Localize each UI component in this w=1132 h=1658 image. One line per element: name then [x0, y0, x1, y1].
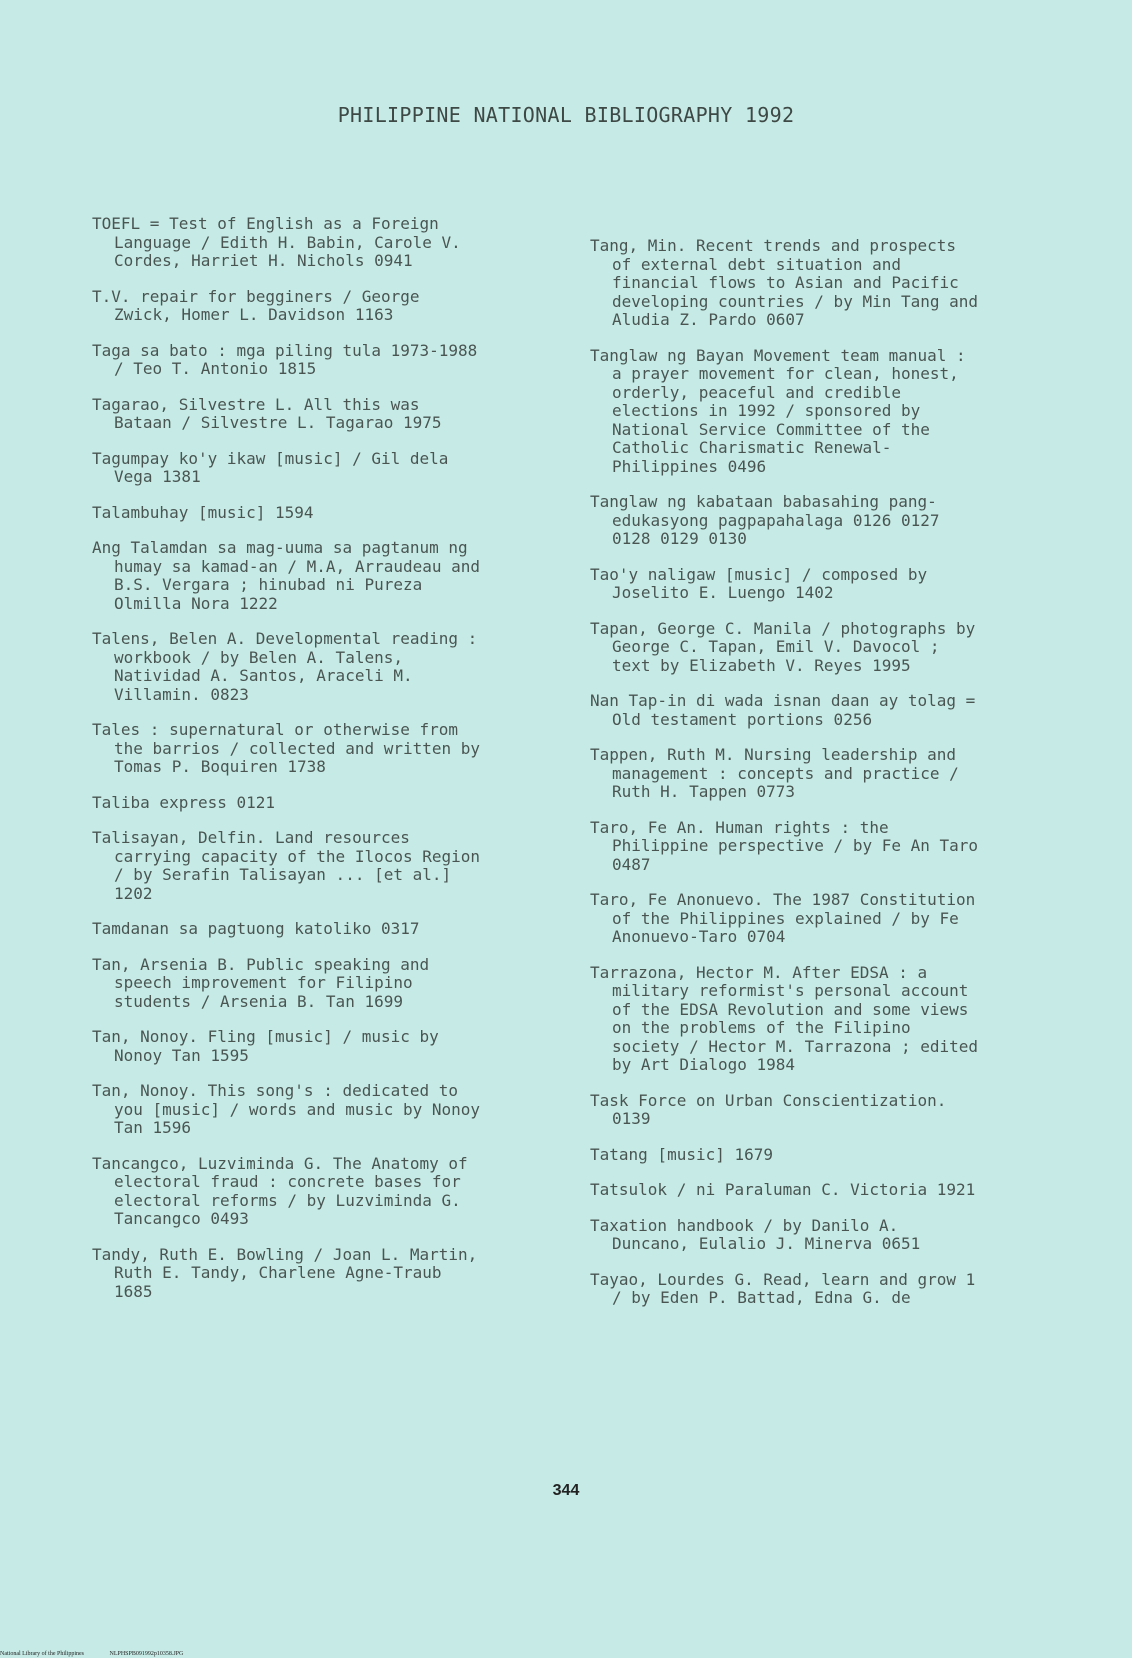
bibliography-entry: Tamdanan sa pagtuong katoliko 0317 [92, 919, 420, 938]
bibliography-entry: Tales : supernatural or otherwise from the barrios / collected and written by Tomas P. Boquiren 1738 [92, 720, 481, 776]
bibliography-entry: Tan, Arsenia B. Public speaking and speech improvement for Filipino students / Arsenia B. Tan 1699 [92, 954, 430, 1011]
bibliography-entry: Tandy, Ruth E. Bowling / Joan L. Martin, Ruth E. Tandy, Charlene Agne-Traub 1685 [92, 1244, 478, 1301]
bibliography-entry: Taro, Fe An. Human rights : the Philippine perspective / by Fe An Taro 0487 [590, 817, 979, 874]
bibliography-entry: Tang, Min. Recent trends and prospects of external debt situation and financial flows to Asian and Pacific developing countries / by Min Tang and Aludia Z. Pardo 0607 [590, 236, 979, 329]
page-title: PHILIPPINE NATIONAL BIBLIOGRAPHY 1992 [337, 103, 795, 127]
bibliography-entry: Tan, Nonoy. This song's : dedicated to you [music] / words and music by Nonoy Tan 1596 [92, 1081, 481, 1137]
bibliography-entry: Talisayan, Delfin. Land resources carrying capacity of the Ilocos Region / by Serafin Talisayan ... [et al.] 1202 [92, 828, 481, 903]
bibliography-entry: Nan Tap-in di wada isnan daan ay tolag = Old testament portions 0256 [590, 691, 976, 729]
bibliography-entry: Taxation handbook / by Danilo A. Duncano, Eulalio J. Minerva 0651 [590, 1215, 921, 1253]
bibliography-entry: Tanglaw ng Bayan Movement team manual : a prayer movement for clean, honest, orderly, peaceful and credible elections in 1992 / sponsored by National Service Committee of the Catholic Charismatic Renewal- Philippines 0496 [590, 345, 966, 476]
page-number: 344 [552, 1482, 580, 1499]
bibliography-entry: Tanglaw ng kabataan babasahing pang- edukasyong pagpapahalaga 0126 0127 0128 0129 0130 [590, 492, 940, 548]
bibliography-entry: Tayao, Lourdes G. Read, learn and grow 1 / by Eden P. Battad, Edna G. de [590, 1269, 976, 1307]
bibliography-entry: Talens, Belen A. Developmental reading : workbook / by Belen A. Talens, Natividad A. Santos, Araceli M. Villamin. 0823 [92, 629, 478, 704]
footer-file: NLPHSPB091992p10358.JPG [109, 1651, 184, 1657]
bibliography-entry: Tan, Nonoy. Fling [music] / music by Nonoy Tan 1595 [92, 1027, 439, 1065]
left-column [92, 215, 562, 1318]
footer-source: National Library of the Philippines [0, 1651, 84, 1657]
bibliography-entry: Talambuhay [music] 1594 [92, 502, 314, 522]
bibliography-entry: Taro, Fe Anonuevo. The 1987 Constitution of the Philippines explained / by Fe Anonuevo-Taro 0704 [590, 890, 976, 946]
scan-footer [0, 1651, 207, 1657]
bibliography-entry: Ang Talamdan sa mag-uuma sa pagtanum ng humay sa kamad-an / M.A, Arraudeau and B.S. Vergara ; hinubad ni Pureza Olmilla Nora 1222 [92, 538, 481, 613]
bibliography-entry: Tatsulok / ni Paraluman C. Victoria 1921 [590, 1180, 976, 1199]
bibliography-entry: Tappen, Ruth M. Nursing leadership and management : concepts and practice / Ruth H. Tappen 0773 [590, 745, 959, 801]
bibliography-entry: Tarrazona, Hector M. After EDSA : a military reformist's personal account of the EDSA Revolution and some views on the problems of the Filipino society / Hector M. Tarrazona ; edited by Art Dialogo 1984 [590, 962, 979, 1074]
bibliography-entry: Task Force on Urban Conscientization. 0139 [590, 1090, 947, 1128]
bibliography-entry: Tagarao, Silvestre L. All this was Bataan / Silvestre L. Tagarao 1975 [92, 394, 442, 432]
bibliography-entry: Tancangco, Luzviminda G. The Anatomy of electoral fraud : concrete bases for electoral reforms / by Luzviminda G. Tancangco 0493 [92, 1153, 468, 1228]
bibliography-entry: Tapan, George C. Manila / photographs by George C. Tapan, Emil V. Davocol ; text by Elizabeth V. Reyes 1995 [590, 618, 976, 675]
bibliography-entry: Tagumpay ko'y ikaw [music] / Gil dela Vega 1381 [92, 448, 449, 486]
right-column [590, 237, 1060, 1325]
bibliography-entry: Taga sa bato : mga piling tula 1973-1988 / Teo T. Antonio 1815 [92, 340, 478, 378]
bibliography-entry: Taliba express 0121 [92, 792, 276, 812]
bibliography-entry: Tao'y naligaw [music] / composed by Joselito E. Luengo 1402 [590, 564, 928, 602]
bibliography-entry: TOEFL = Test of English as a Foreign Language / Edith H. Babin, Carole V. Cordes, Harriet H. Nichols 0941 [92, 214, 461, 270]
bibliography-entry: Tatang [music] 1679 [590, 1144, 774, 1164]
bibliography-entry: T.V. repair for begginers / George Zwick, Homer L. Davidson 1163 [92, 286, 420, 324]
